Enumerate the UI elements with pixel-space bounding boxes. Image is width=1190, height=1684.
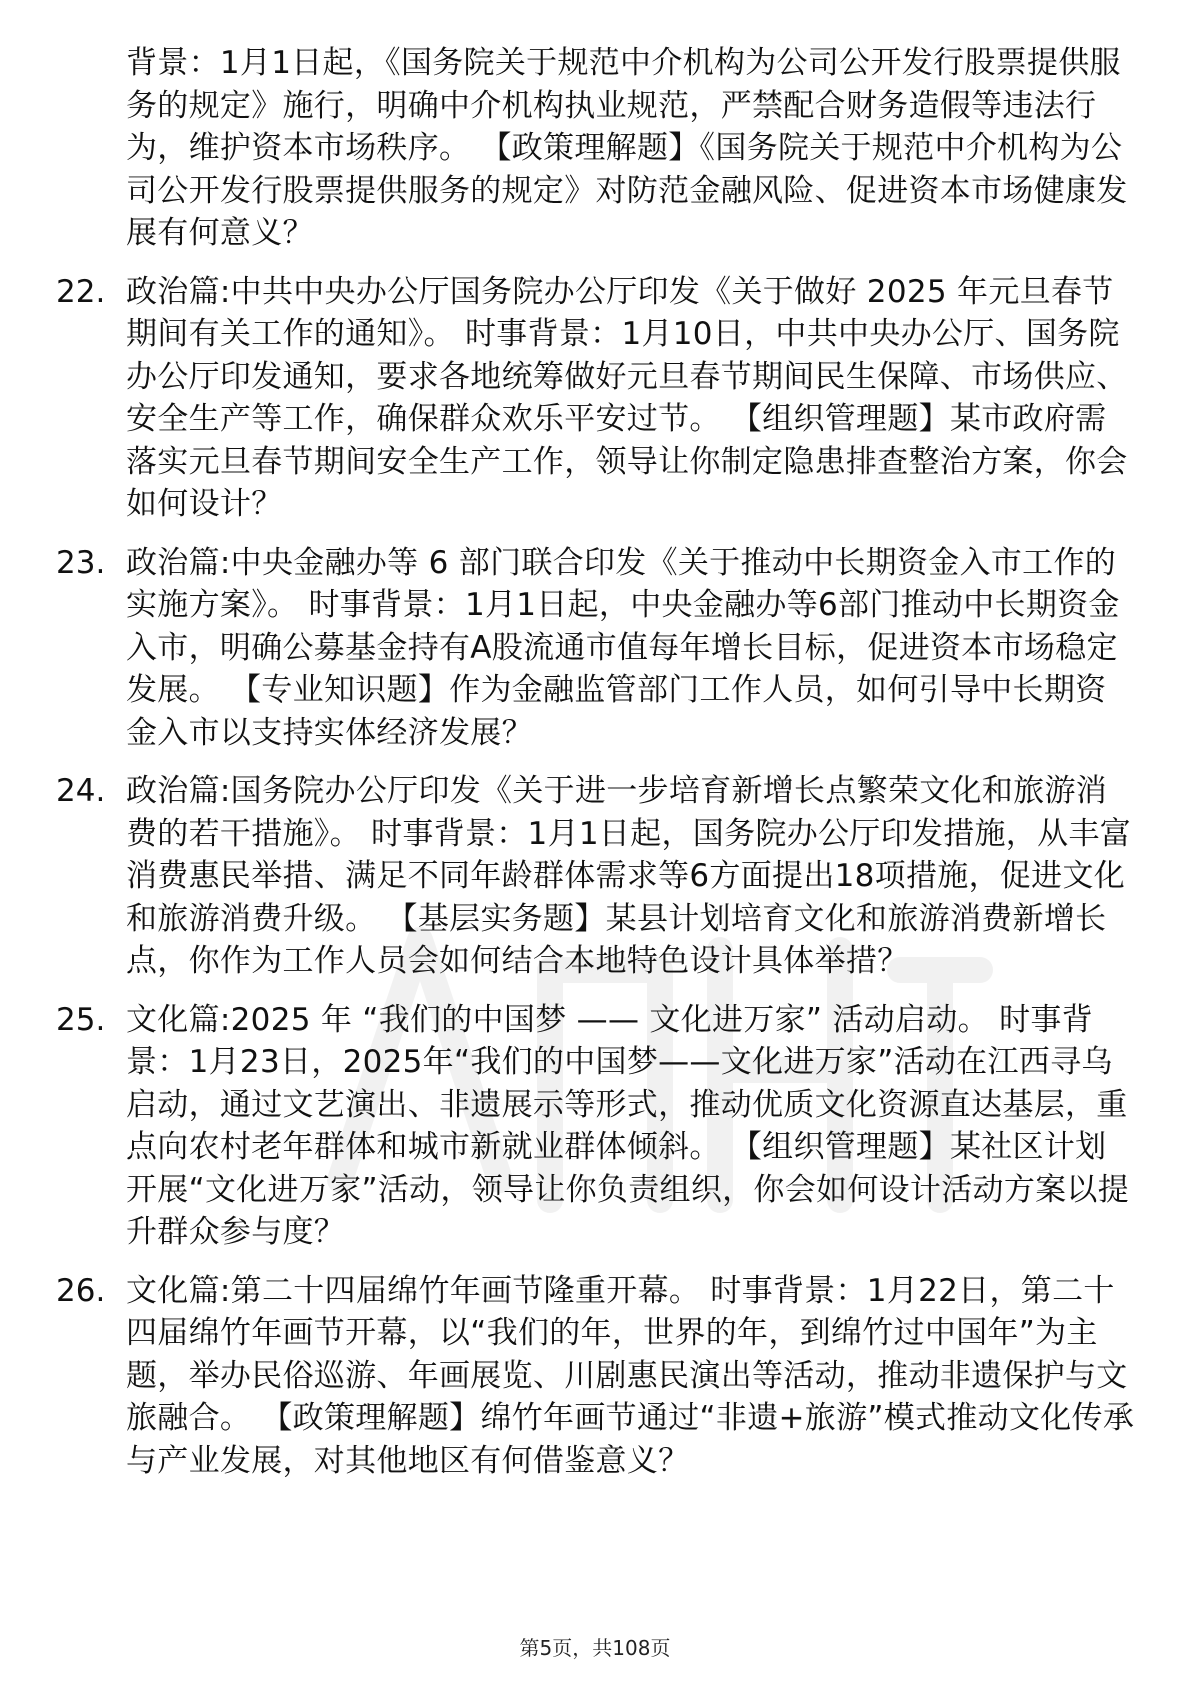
item-text: 政治篇:国务院办公厅印发《关于进一步培育新增长点繁荣文化和旅游消费的若干措施》。 时事背景：1月1日起，国务院办公厅印发措施，从丰富消费惠民举措、满足不同年龄群体需求等6方面提出18项措施，促进文化和旅游消费升级。 【基层实务题】某县计划培育文化和旅游消费新增长点，你作为工作人员会如何结合本地特色设计具体举措？ [126,773,1131,979]
item-number: 25. [56,1001,106,1038]
item-text: 政治篇:中共中央办公厅国务院办公厅印发《关于做好 2025 年元旦春节期间有关工作的通知》。 时事背景：1月10日，中共中央办公厅、国务院办公厅印发通知，要求各地统筹做好元旦春节期间民生保障、市场供应、安全生产等工作，确保群众欢乐平安过节。 【组织管理题】某市政府需落实元旦春节期间安全生产工作，领导让你制定隐患排查整治方案，你会如何设计？ [126,273,1128,522]
item-number: 23. [56,544,106,581]
item-text: 政治篇:中央金融办等 6 部门联合印发《关于推动中长期资金入市工作的实施方案》。 时事背景：1月1日起，中央金融办等6部门推动中长期资金入市，明确公募基金持有A股流通市值每年增长目标，促进资本市场稳定发展。 【专业知识题】作为金融监管部门工作人员，如何引导中长期资金入市以支持实体经济发展？ [126,544,1120,751]
list-item [56,271,1136,526]
list-item [56,770,1136,983]
page-footer: 第5页，共108页 [519,1636,671,1660]
list-item [56,542,1136,755]
question-list [56,42,1136,1482]
item-number: 26. [56,1272,106,1309]
item-number: 22. [56,273,106,310]
list-item [56,1270,1136,1483]
list-item [56,999,1136,1254]
item-number: 24. [56,773,106,809]
item-text: 文化篇:第二十四届绵竹年画节隆重开幕。 时事背景：1月22日，第二十四届绵竹年画节开幕，以“我们的年，世界的年，到绵竹过中国年”为主题，举办民俗巡游、年画展览、川剧惠民演出等活动，推动非遗保护与文旅融合。 【政策理解题】绵竹年画节通过“非遗+旅游”模式推动文化传承与产业发展，对其他地区有何借鉴意义？ [126,1272,1135,1479]
continued-question-text: 背景：1月1日起，《国务院关于规范中介机构为公司公开发行股票提供服务的规定》施行，明确中介机构执业规范，严禁配合财务造假等违法行为，维护资本市场秩序。 【政策理解题】《国务院关于规范中介机构为公司公开发行股票提供服务的规定》对防范金融风险、促进资本市场健康发展有何意义？ [126,45,1128,251]
item-text: 文化篇:2025 年 “我们的中国梦 —— 文化进万家” 活动启动。 时事背景：1月23日，2025年“我们的中国梦——文化进万家”活动在江西寻乌启动，通过文艺演出、非遗展示等形式，推动优质文化资源直达基层，重点向农村老年群体和城市新就业群体倾斜。 【组织管理题】某社区计划开展“文化进万家”活动，领导让你负责组织，你会如何设计活动方案以提升群众参与度？ [126,1001,1130,1250]
